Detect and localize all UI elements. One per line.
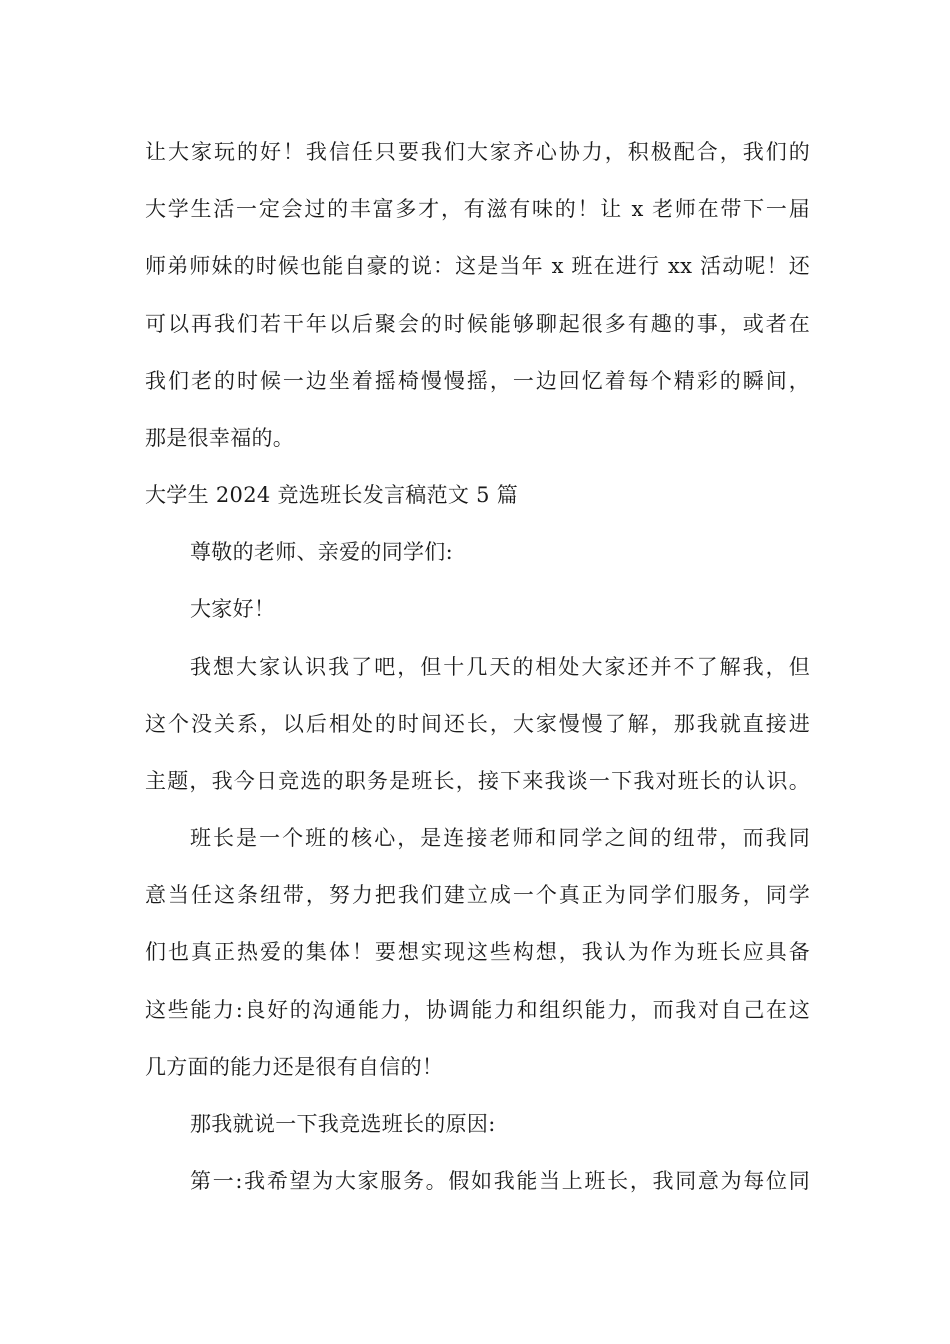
paragraph-line: 这个没关系，以后相处的时间还长，大家慢慢了解，那我就直接进	[145, 712, 810, 736]
greeting: 大家好！	[190, 597, 276, 621]
paragraph-line: 那是很幸福的。	[145, 426, 295, 450]
paragraph-line: 让大家玩的好！我信任只要我们大家齐心协力，积极配合，我们的	[145, 140, 810, 164]
paragraph-line: 主题，我今日竞选的职务是班长，接下来我谈一下我对班长的认识。	[145, 769, 810, 793]
paragraph-line: 我想大家认识我了吧，但十几天的相处大家还并不了解我，但	[190, 655, 810, 679]
paragraph-line: 我们老的时候一边坐着摇椅慢慢摇，一边回忆着每个精彩的瞬间，	[145, 369, 810, 393]
paragraph-line: 那我就说一下我竞选班长的原因:	[190, 1112, 496, 1136]
salutation: 尊敬的老师、亲爱的同学们:	[190, 540, 453, 564]
paragraph-line: 几方面的能力还是很有自信的！	[145, 1055, 444, 1079]
paragraph-line: 班长是一个班的核心，是连接老师和同学之间的纽带，而我同	[190, 826, 810, 850]
paragraph-line: 大学生活一定会过的丰富多才，有滋有味的！让 x 老师在带下一届	[145, 197, 810, 221]
paragraph-line: 意当任这条纽带，努力把我们建立成一个真正为同学们服务，同学	[145, 883, 810, 907]
paragraph-line: 可以再我们若干年以后聚会的时候能够聊起很多有趣的事，或者在	[145, 312, 810, 336]
paragraph-line: 们也真正热爱的集体！要想实现这些构想，我认为作为班长应具备	[145, 940, 810, 964]
paragraph-line: 第一:我希望为大家服务。假如我能当上班长，我同意为每位同	[190, 1169, 810, 1193]
paragraph-line: 这些能力:良好的沟通能力，协调能力和组织能力，而我对自己在这	[145, 998, 810, 1022]
paragraph-line: 师弟师妹的时候也能自豪的说：这是当年 x 班在进行 xx 活动呢！还	[145, 254, 810, 278]
section-heading: 大学生 2024 竞选班长发言稿范文 5 篇	[145, 483, 519, 507]
